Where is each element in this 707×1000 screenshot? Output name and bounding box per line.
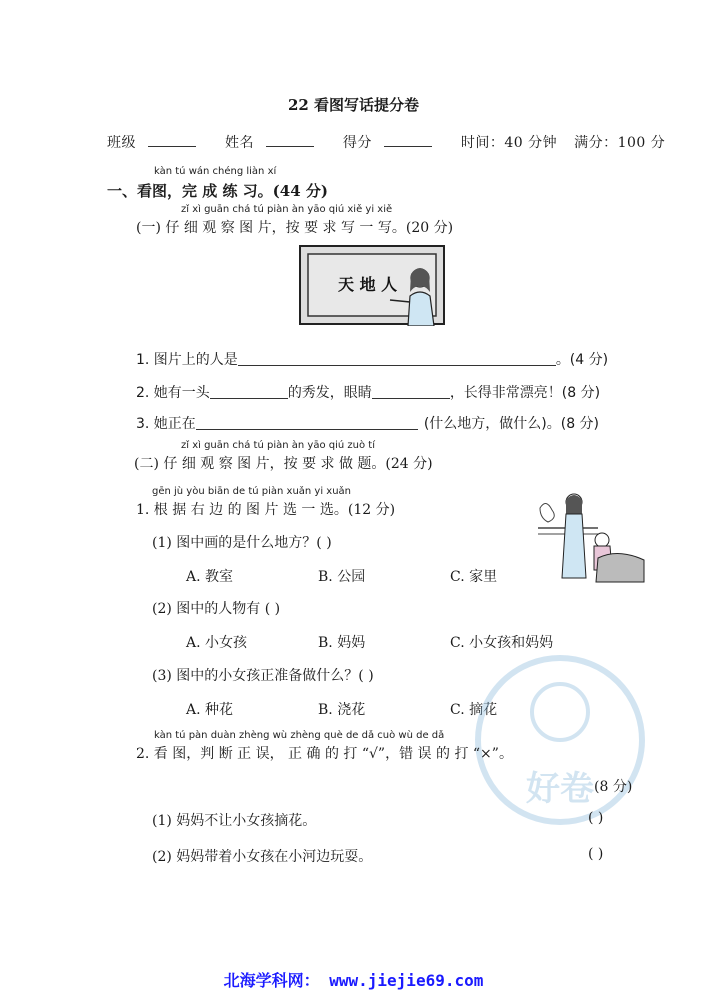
q3-text-a: 3. 她正在 <box>136 416 196 432</box>
part1-pinyin: zǐ xì guān chá tú piàn àn yāo qiú xiě yi xiě <box>181 204 393 215</box>
class-blank[interactable] <box>148 134 196 147</box>
sub2-option-c[interactable]: C. 小女孩和妈妈 <box>450 635 554 651</box>
section1-pinyin: kàn tú wán chéng liàn xí <box>154 166 277 177</box>
bush <box>540 503 554 522</box>
full-score-label: 满分：100 分 <box>574 135 666 151</box>
q1-line <box>136 349 608 369</box>
blackboard-image <box>298 244 446 326</box>
sub2-option-a[interactable]: A. 小女孩 <box>186 635 248 651</box>
name-label: 姓名 <box>224 135 254 151</box>
teacher-body <box>408 292 434 326</box>
q3-blank[interactable] <box>196 429 418 430</box>
tf2-answer-box[interactable]: ( ) <box>588 846 604 862</box>
sub3-option-b[interactable]: B. 浇花 <box>318 702 366 718</box>
time-label: 时间：40 分钟 <box>460 135 558 151</box>
sub1-option-c[interactable]: C. 家里 <box>450 569 498 585</box>
q2-text-c: ，长得非常漂亮！(8 分) <box>449 385 601 401</box>
sub3-question: (3) 图中的小女孩正准备做什么？( ) <box>152 668 374 684</box>
sub1-option-a[interactable]: A. 教室 <box>186 569 234 585</box>
flower-bed <box>596 553 644 582</box>
part2-title: (二) 仔 细 观 察 图 片，按 要 求 做 题。(24 分) <box>134 456 433 472</box>
q2-1-title: 1. 根 据 右 边 的 图 片 选 一 选。(12 分) <box>136 502 396 518</box>
mother-body <box>562 514 586 578</box>
score-label: 得分 <box>342 135 372 151</box>
sub2-option-b[interactable]: B. 妈妈 <box>318 635 366 651</box>
watermark-face <box>532 684 588 740</box>
tf2-statement: (2) 妈妈带着小女孩在小河边玩耍。 <box>152 849 373 865</box>
tf1-answer-box[interactable]: ( ) <box>588 810 604 826</box>
class-field <box>107 135 208 151</box>
mother-girl-image <box>538 488 646 584</box>
class-label: 班级 <box>107 135 136 151</box>
q2-line <box>136 382 600 402</box>
header-info <box>107 132 677 152</box>
q1-score: 。(4 分) <box>555 352 609 368</box>
q2-blank-2[interactable] <box>372 398 450 399</box>
q2-2-title: 2. 看 图，判 断 正 误， 正 确 的 打 “√”，错 误 的 打 “×”。 <box>136 746 513 762</box>
name-field <box>225 135 326 151</box>
haojuan-watermark <box>470 650 650 830</box>
girl-head <box>595 533 609 547</box>
section1-title: 一、看图，完 成 练 习。(44 分) <box>107 182 328 200</box>
part2-pinyin: zǐ xì guān chá tú piàn àn yāo qiú zuò tí <box>181 440 375 451</box>
page-title: 22 看图写话提分卷 <box>287 96 420 114</box>
q2-1-pinyin: gēn jù yòu biān de tú piàn xuǎn yi xuǎn <box>152 486 352 497</box>
q2-text-a: 2. 她有一头 <box>136 385 210 401</box>
sub1-option-b[interactable]: B. 公园 <box>318 569 366 585</box>
board-text: 天 地 人 <box>338 275 398 294</box>
sub3-option-a[interactable]: A. 种花 <box>186 702 234 718</box>
q2-2-pinyin: kàn tú pàn duàn zhèng wù zhèng què de dǎ cuò wù de dǎ <box>154 730 445 741</box>
name-blank[interactable] <box>266 134 314 147</box>
sub2-question: (2) 图中的人物有 ( ) <box>152 601 281 617</box>
q3-line <box>136 413 599 433</box>
score-field <box>343 135 444 151</box>
sub3-option-c[interactable]: C. 摘花 <box>450 702 498 718</box>
part1-title: (一) 仔 细 观 察 图 片，按 要 求 写 一 写。(20 分) <box>136 220 454 236</box>
tf1-statement: (1) 妈妈不让小女孩摘花。 <box>152 813 317 829</box>
sub1-question: (1) 图中画的是什么地方？( ) <box>152 535 332 551</box>
q2-blank-1[interactable] <box>210 398 288 399</box>
q3-text-b: (什么地方，做什么)。(8 分) <box>423 416 600 432</box>
footer-link[interactable]: 北海学科网： www.jiejie69.com <box>223 971 484 990</box>
q2-2-score: (8 分) <box>594 779 633 795</box>
q1-blank[interactable] <box>238 365 556 366</box>
q1-text: 1. 图片上的人是 <box>136 352 238 368</box>
watermark-text: 好卷 <box>526 769 594 809</box>
score-blank[interactable] <box>384 134 432 147</box>
q2-text-b: 的秀发，眼睛 <box>287 385 372 401</box>
